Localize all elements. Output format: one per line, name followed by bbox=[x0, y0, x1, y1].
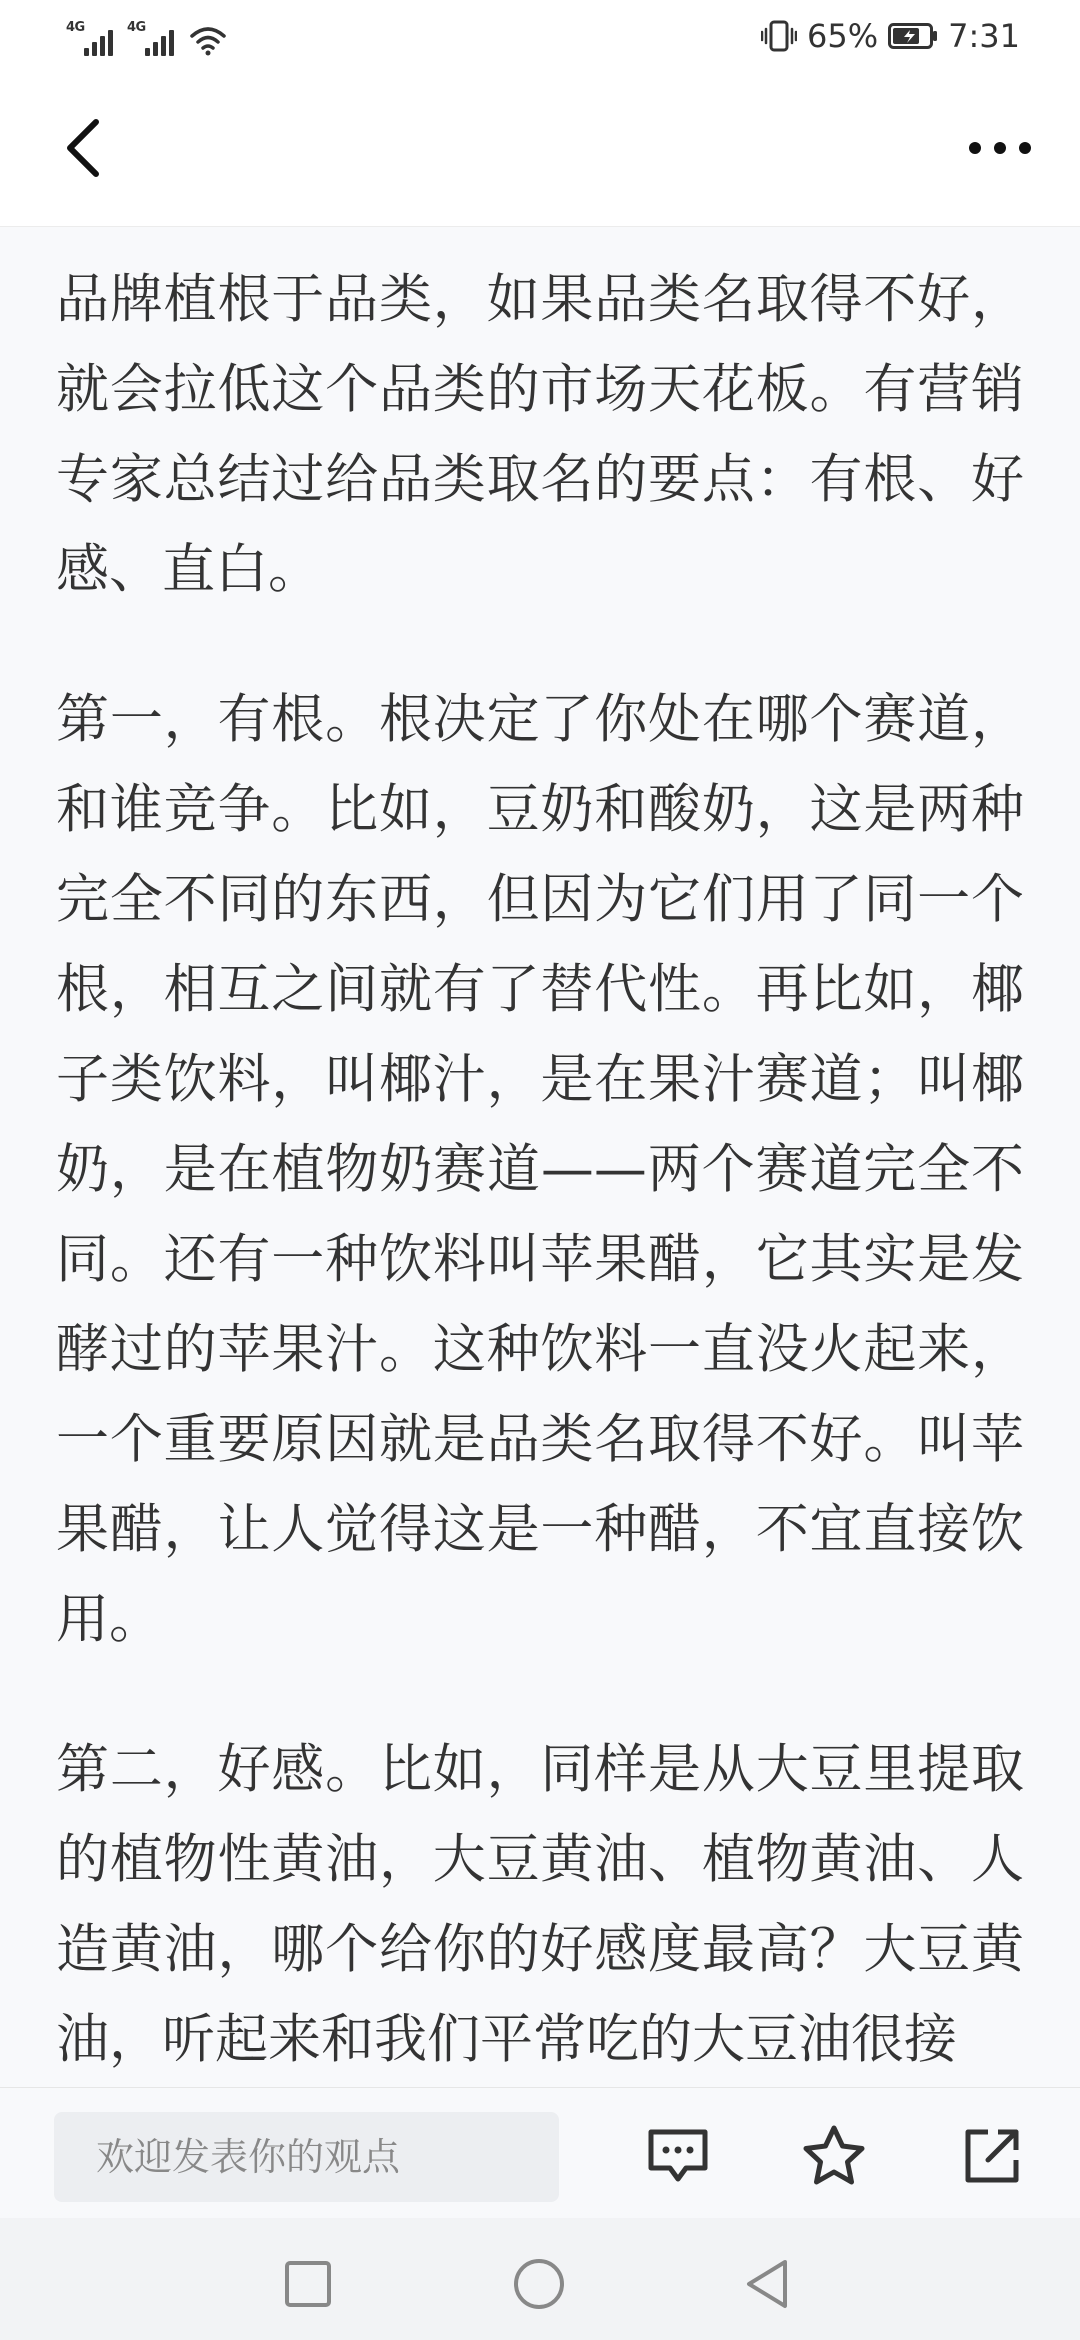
share-button[interactable] bbox=[952, 2116, 1032, 2196]
favorite-button[interactable] bbox=[794, 2116, 874, 2196]
recents-icon bbox=[284, 2260, 332, 2308]
vibrate-icon bbox=[761, 19, 797, 53]
back-button[interactable] bbox=[52, 112, 112, 184]
recents-button[interactable] bbox=[278, 2254, 338, 2314]
article-content[interactable] bbox=[0, 227, 1080, 2087]
clock: 7:31 bbox=[948, 17, 1020, 55]
comment-bar bbox=[0, 2087, 1080, 2218]
share-icon bbox=[962, 2126, 1022, 2186]
article-paragraph: 第一，有根。根决定了你处在哪个赛道，和谁竞争。比如，豆奶和酸奶，这是两种完全不同的东西，但因为它们用了同一个根，相互之间就有了替代性。再比如，椰子类饮料，叫椰汁，是在果汁赛道；叫椰奶，是在植物奶赛道——两个赛道完全不同。还有一种饮料叫苹果醋，它其实是发酵过的苹果汁。这种饮料一直没火起来，一个重要原因就是品类名取得不好。叫苹果醋，让人觉得这是一种醋，不宜直接饮用。 bbox=[56, 689, 1024, 1650]
status-right bbox=[761, 14, 1020, 58]
status-bar bbox=[0, 0, 1080, 72]
network-type-label: 4G bbox=[66, 20, 85, 35]
back-icon bbox=[743, 2258, 791, 2310]
comment-input[interactable]: 欢迎发表你的观点 bbox=[54, 2112, 559, 2202]
article-paragraph: 品牌植根于品类，如果品类名取得不好，就会拉低这个品类的市场天花板。有营销专家总结过给品类取名的要点：有根、好感、直白。 bbox=[56, 269, 1024, 600]
nav-header bbox=[0, 72, 1080, 227]
status-left bbox=[66, 16, 228, 56]
more-dots-icon bbox=[965, 138, 1035, 158]
signal-icon bbox=[66, 20, 113, 56]
battery-icon bbox=[888, 23, 938, 49]
system-back-button[interactable] bbox=[737, 2254, 797, 2314]
article-paragraph: 第二，好感。比如，同样是从大豆里提取的植物性黄油，大豆黄油、植物黄油、人造黄油，哪个给你的好感度最高？大豆黄油，听起来和我们平常吃的大豆油很接 bbox=[56, 1739, 1024, 2070]
home-button[interactable] bbox=[509, 2254, 569, 2314]
comments-button[interactable] bbox=[638, 2116, 718, 2196]
article-body bbox=[0, 227, 1080, 2085]
star-icon bbox=[801, 2124, 867, 2188]
back-arrow-icon bbox=[62, 116, 102, 180]
signal-icon bbox=[127, 20, 174, 56]
home-icon bbox=[512, 2257, 566, 2311]
network-type-label: 4G bbox=[127, 20, 146, 35]
more-options-button[interactable] bbox=[960, 118, 1040, 178]
comment-icon bbox=[646, 2127, 710, 2185]
system-nav-bar bbox=[0, 2218, 1080, 2340]
wifi-icon bbox=[188, 24, 228, 56]
battery-percent: 65% bbox=[807, 17, 879, 55]
